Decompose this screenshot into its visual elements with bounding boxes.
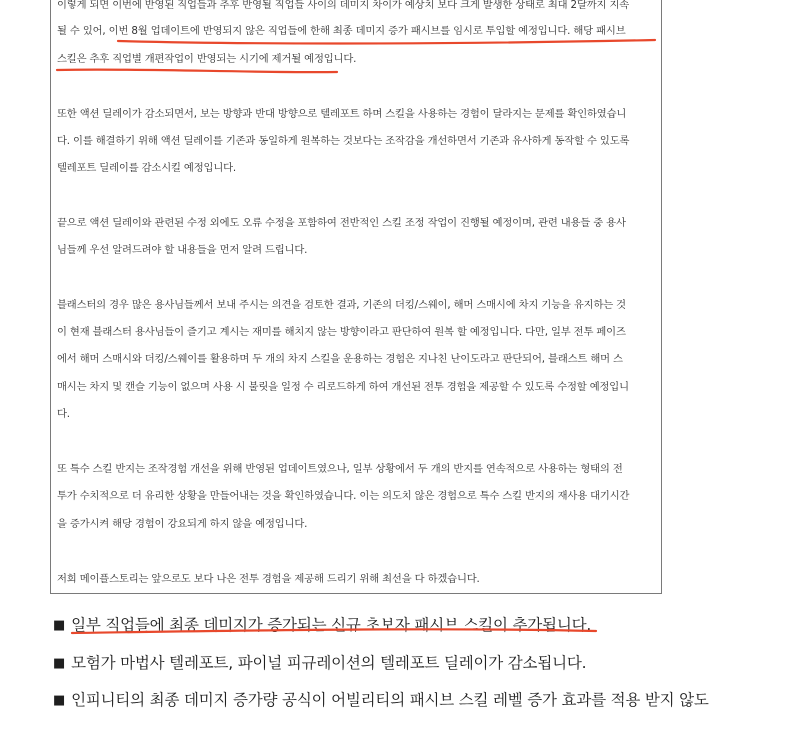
notice-paragraph-line: 끝으로 액션 딜레이와 관련된 수정 외에도 오류 수정을 포함하여 전반적인 스킬 조정 작업이 진행될 예정이며, 관련 내용들 중 용사 <box>57 217 626 229</box>
notice-paragraph-line: 다. <box>57 408 70 420</box>
notice-paragraph-line: 매시는 차지 및 캔슬 기능이 없으며 사용 시 불릿을 일정 수 리로드하게 하여 개선된 전투 경험을 제공할 수 있도록 수정할 예정입니 <box>57 381 629 393</box>
notice-paragraph-line: 에서 해머 스매시와 더킹/스웨이를 활용하며 두 개의 차지 스킬을 운용하는 경험은 지나친 난이도라고 판단되어, 블래스트 해머 스 <box>57 353 623 365</box>
notice-paragraph-line: 블래스터의 경우 많은 용사님들께서 보내 주시는 의견을 검토한 결과, 기존의 더킹/스웨이, 해머 스매시에 차지 기능을 유지하는 것 <box>57 299 626 311</box>
notice-paragraph-line: 님들께 우선 알려드려야 할 내용들을 먼저 알려 드립니다. <box>57 244 308 256</box>
closing-line: 저희 메이플스토리는 앞으로도 보다 나은 전투 경험을 제공해 드리기 위해 최선을 다 하겠습니다. <box>57 573 480 585</box>
notice-paragraph-line: 다. 이를 해결하기 위해 액션 딜레이를 기존과 동일하게 원복하는 것보다는 조작감을 개선하면서 기존과 유사하게 동작할 수 있도록 <box>57 135 630 147</box>
bullet-text: 일부 직업들에 최종 데미지가 증가되는 신규 초보자 패시브 스킬이 추가됩니다. <box>71 616 592 634</box>
notice-box <box>50 0 662 594</box>
notice-paragraph-line: 또 특수 스킬 반지는 조작경험 개선을 위해 반영된 업데이트였으나, 일부 상황에서 두 개의 반지를 연속적으로 사용하는 형태의 전 <box>57 463 623 475</box>
notice-paragraph-line: 투가 수치적으로 더 유리한 상황을 만들어내는 것을 확인하였습니다. 이는 의도치 않은 경험으로 특수 스킬 반지의 재사용 대기시간 <box>57 490 630 502</box>
square-bullet-icon: ■ <box>53 618 66 633</box>
notice-paragraph-line: 스킬은 추후 직업별 개편작업이 반영되는 시기에 제거될 예정입니다. <box>57 53 357 65</box>
bullet-text: 모험가 마법사 텔레포트, 파이널 피규레이션의 텔레포트 딜레이가 감소됩니다. <box>71 654 587 672</box>
notice-paragraph-line: 이 현재 블래스터 용사님들이 즐기고 계시는 재미를 해치지 않는 방향이라고 판단하여 원복 할 예정입니다. 다만, 일부 전투 페이즈 <box>57 326 626 338</box>
bullet-item <box>53 653 586 674</box>
square-bullet-icon: ■ <box>53 693 66 708</box>
bullet-text: 인피니티의 최종 데미지 증가량 공식이 어빌리티의 패시브 스킬 레벨 증가 효과를 적용 받지 않도 <box>71 691 709 709</box>
notice-paragraph-line: 을 증가시켜 해당 경험이 강요되게 하지 않을 예정입니다. <box>57 518 308 530</box>
notice-paragraph-line: 될 수 있어, 이번 8월 업데이트에 반영되지 않은 직업들에 한해 최종 데미지 증가 패시브를 임시로 투입할 예정입니다. 해당 패시브 <box>57 25 626 37</box>
bullet-item <box>53 615 591 636</box>
bullet-item <box>53 690 709 711</box>
notice-paragraph-line: 이렇게 되면 이번에 반영된 직업들과 추후 반영될 직업들 사이의 데미지 차이가 예상치 보다 크게 발생한 상태로 최대 2달까지 지속 <box>57 0 630 11</box>
square-bullet-icon: ■ <box>53 656 66 671</box>
notice-paragraph-line: 또한 액션 딜레이가 감소되면서, 보는 방향과 반대 방향으로 텔레포트 하며 스킬을 사용하는 경험이 달라지는 문제를 확인하였습니 <box>57 108 627 120</box>
notice-paragraph-line: 텔레포트 딜레이를 감소시킬 예정입니다. <box>57 162 237 174</box>
